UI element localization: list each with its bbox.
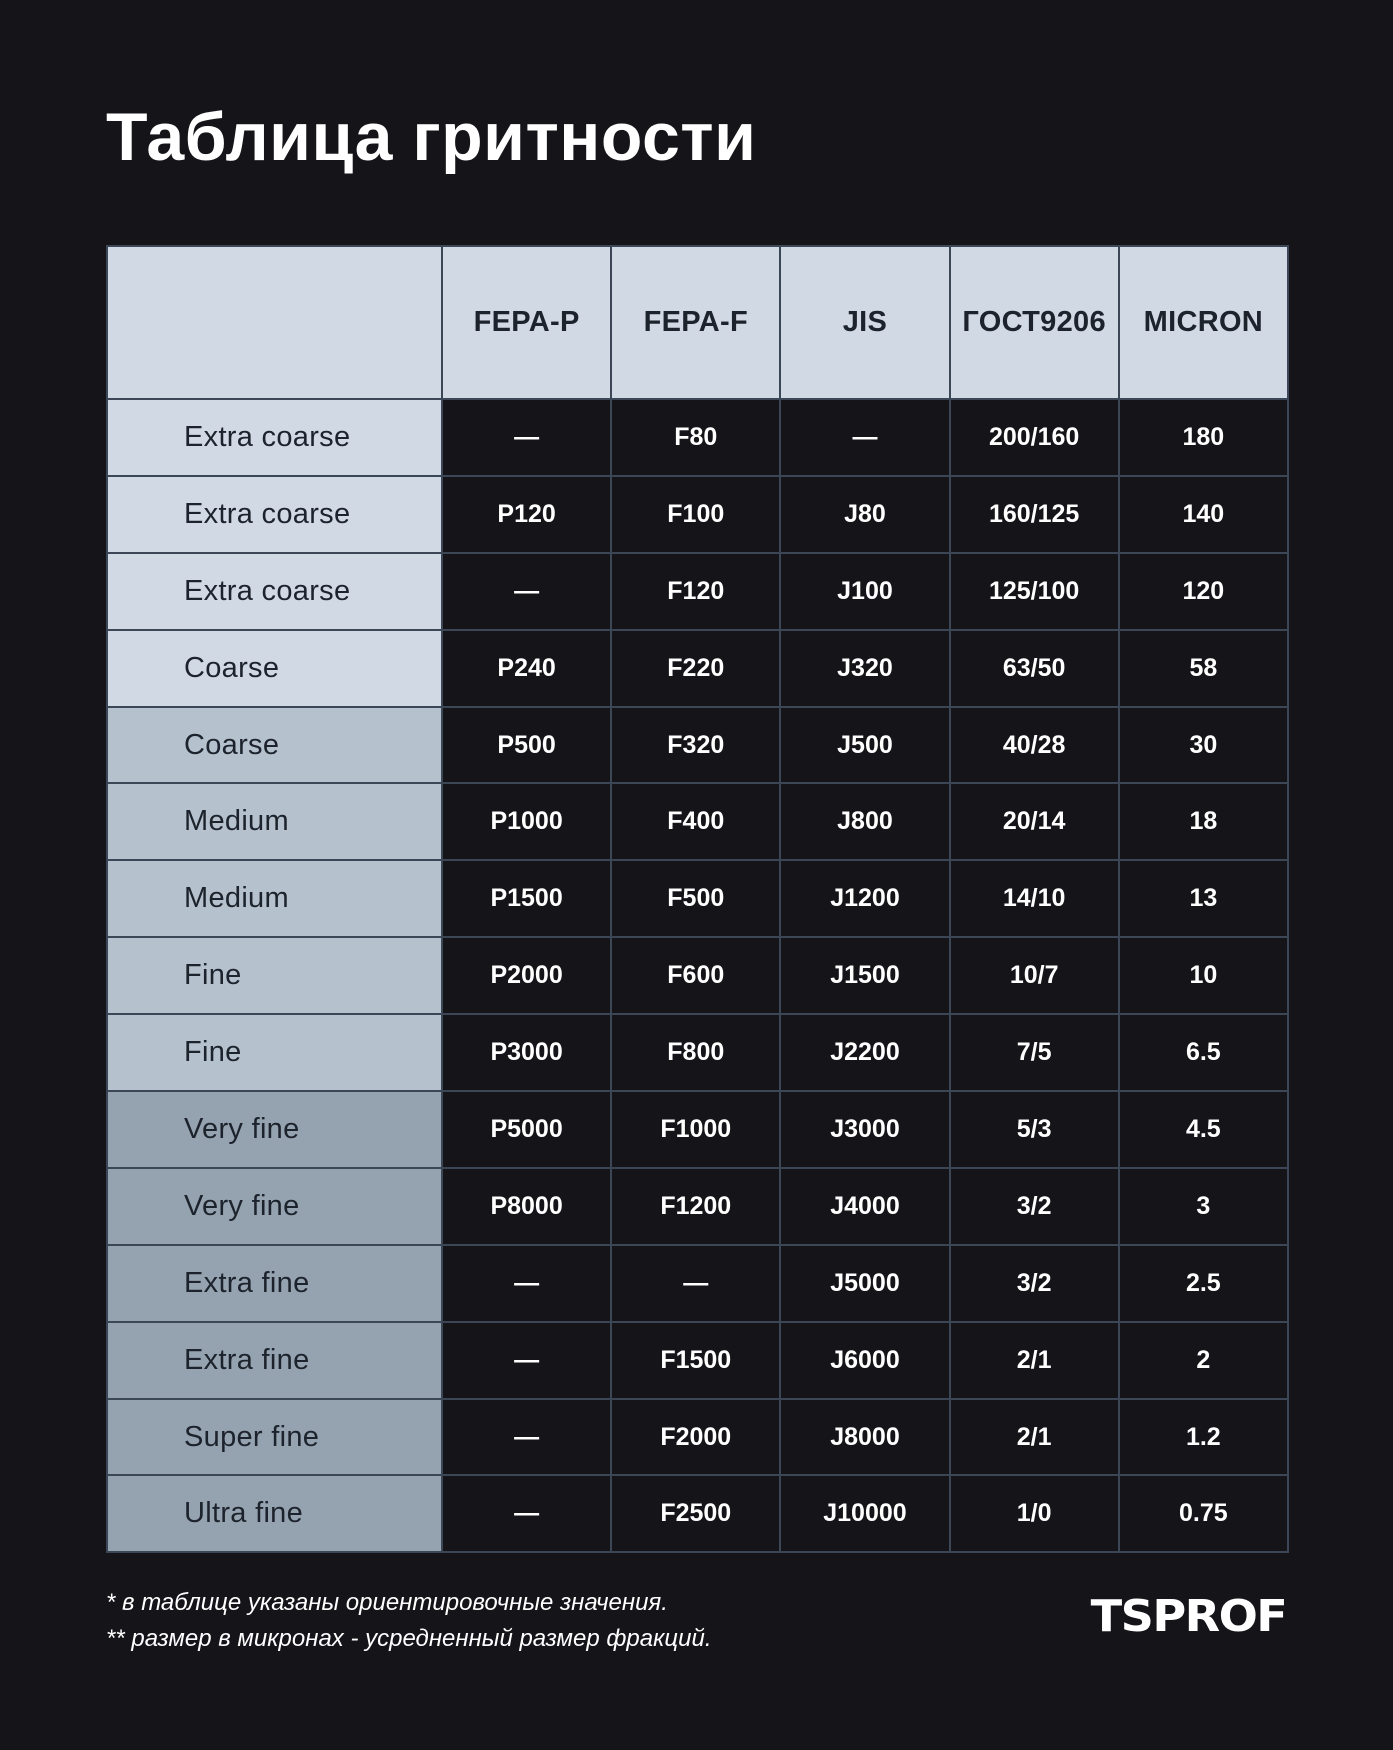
cell-micron: 30 — [1119, 707, 1288, 784]
cell-micron: 2 — [1119, 1322, 1288, 1399]
cell-fepa-f: F2500 — [611, 1475, 780, 1552]
cell-gost: 200/160 — [950, 399, 1119, 476]
cell-jis: J5000 — [780, 1245, 949, 1322]
table-row — [107, 1014, 1288, 1091]
cell-fepa-f: F320 — [611, 707, 780, 784]
cell-micron: 6.5 — [1119, 1014, 1288, 1091]
table-row — [107, 860, 1288, 937]
cell-fepa-p: P240 — [442, 630, 611, 707]
header-jis: JIS — [780, 246, 949, 399]
cell-fepa-f: F80 — [611, 399, 780, 476]
grit-table — [106, 245, 1289, 1553]
grade-label-cell: Fine — [107, 937, 442, 1014]
cell-micron: 1.2 — [1119, 1399, 1288, 1476]
cell-fepa-f: — — [611, 1245, 780, 1322]
cell-fepa-p: — — [442, 553, 611, 630]
cell-fepa-f: F600 — [611, 937, 780, 1014]
cell-gost: 40/28 — [950, 707, 1119, 784]
table-header — [107, 246, 1288, 399]
cell-fepa-f: F500 — [611, 860, 780, 937]
table-row — [107, 937, 1288, 1014]
cell-gost: 7/5 — [950, 1014, 1119, 1091]
grade-label-cell: Extra coarse — [107, 476, 442, 553]
cell-fepa-f: F1200 — [611, 1168, 780, 1245]
cell-fepa-f: F800 — [611, 1014, 780, 1091]
cell-gost: 63/50 — [950, 630, 1119, 707]
cell-jis: J3000 — [780, 1091, 949, 1168]
grade-label-cell: Very fine — [107, 1091, 442, 1168]
table-row — [107, 1245, 1288, 1322]
grade-label-cell: Extra fine — [107, 1245, 442, 1322]
footnote-approximate-values: * в таблице указаны ориентировочные значения. — [106, 1589, 668, 1616]
cell-jis: J800 — [780, 783, 949, 860]
cell-micron: 13 — [1119, 860, 1288, 937]
cell-jis: J1200 — [780, 860, 949, 937]
cell-fepa-p: P2000 — [442, 937, 611, 1014]
cell-jis: J500 — [780, 707, 949, 784]
cell-fepa-p: — — [442, 1322, 611, 1399]
cell-micron: 180 — [1119, 399, 1288, 476]
grade-label-cell: Coarse — [107, 707, 442, 784]
cell-jis: — — [780, 399, 949, 476]
cell-micron: 3 — [1119, 1168, 1288, 1245]
header-fepa-p: FEPA-P — [442, 246, 611, 399]
cell-micron: 58 — [1119, 630, 1288, 707]
header-micron: MICRON — [1119, 246, 1288, 399]
cell-micron: 140 — [1119, 476, 1288, 553]
grade-label-cell: Medium — [107, 860, 442, 937]
cell-gost: 1/0 — [950, 1475, 1119, 1552]
cell-fepa-p: P1500 — [442, 860, 611, 937]
table-row — [107, 553, 1288, 630]
cell-gost: 2/1 — [950, 1322, 1119, 1399]
cell-gost: 125/100 — [950, 553, 1119, 630]
cell-jis: J8000 — [780, 1399, 949, 1476]
grade-label-cell: Extra fine — [107, 1322, 442, 1399]
cell-micron: 18 — [1119, 783, 1288, 860]
cell-micron: 2.5 — [1119, 1245, 1288, 1322]
cell-fepa-p: P3000 — [442, 1014, 611, 1091]
cell-fepa-f: F400 — [611, 783, 780, 860]
grade-label-cell: Medium — [107, 783, 442, 860]
table-row — [107, 783, 1288, 860]
cell-gost: 20/14 — [950, 783, 1119, 860]
cell-jis: J2200 — [780, 1014, 949, 1091]
cell-gost: 2/1 — [950, 1399, 1119, 1476]
cell-micron: 0.75 — [1119, 1475, 1288, 1552]
grade-label-cell: Super fine — [107, 1399, 442, 1476]
brand-logo: TSPROF — [1090, 1591, 1286, 1642]
grade-label-cell: Coarse — [107, 630, 442, 707]
footnotes — [106, 1585, 712, 1657]
cell-gost: 10/7 — [950, 937, 1119, 1014]
table-row — [107, 476, 1288, 553]
grade-label-cell: Fine — [107, 1014, 442, 1091]
table-row — [107, 630, 1288, 707]
cell-gost: 160/125 — [950, 476, 1119, 553]
cell-fepa-f: F120 — [611, 553, 780, 630]
cell-fepa-p: — — [442, 1475, 611, 1552]
grade-label-cell: Ultra fine — [107, 1475, 442, 1552]
cell-fepa-p: P1000 — [442, 783, 611, 860]
cell-fepa-p: P120 — [442, 476, 611, 553]
table-row — [107, 707, 1288, 784]
cell-jis: J6000 — [780, 1322, 949, 1399]
cell-fepa-p: P500 — [442, 707, 611, 784]
cell-jis: J320 — [780, 630, 949, 707]
cell-micron: 120 — [1119, 553, 1288, 630]
table-row — [107, 399, 1288, 476]
cell-micron: 4.5 — [1119, 1091, 1288, 1168]
cell-gost: 3/2 — [950, 1168, 1119, 1245]
table-row — [107, 1475, 1288, 1552]
cell-jis: J100 — [780, 553, 949, 630]
page-title: Таблица гритности — [106, 99, 757, 175]
grade-label-cell: Very fine — [107, 1168, 442, 1245]
cell-jis: J4000 — [780, 1168, 949, 1245]
cell-jis: J10000 — [780, 1475, 949, 1552]
cell-fepa-p: P5000 — [442, 1091, 611, 1168]
cell-fepa-f: F2000 — [611, 1399, 780, 1476]
table-row — [107, 1399, 1288, 1476]
header-row — [107, 246, 1288, 399]
cell-fepa-p: P8000 — [442, 1168, 611, 1245]
cell-fepa-f: F1000 — [611, 1091, 780, 1168]
header-corner-cell — [107, 246, 442, 399]
cell-fepa-f: F100 — [611, 476, 780, 553]
grade-label-cell: Extra coarse — [107, 553, 442, 630]
header-gost: ГОСТ9206 — [950, 246, 1119, 399]
cell-fepa-p: — — [442, 399, 611, 476]
header-fepa-f: FEPA-F — [611, 246, 780, 399]
grade-label-cell: Extra coarse — [107, 399, 442, 476]
table-body — [107, 399, 1288, 1552]
cell-gost: 14/10 — [950, 860, 1119, 937]
table-row — [107, 1168, 1288, 1245]
cell-gost: 3/2 — [950, 1245, 1119, 1322]
cell-micron: 10 — [1119, 937, 1288, 1014]
cell-fepa-f: F1500 — [611, 1322, 780, 1399]
cell-fepa-f: F220 — [611, 630, 780, 707]
cell-jis: J80 — [780, 476, 949, 553]
cell-fepa-p: — — [442, 1245, 611, 1322]
table-row — [107, 1091, 1288, 1168]
cell-jis: J1500 — [780, 937, 949, 1014]
table-row — [107, 1322, 1288, 1399]
cell-gost: 5/3 — [950, 1091, 1119, 1168]
cell-fepa-p: — — [442, 1399, 611, 1476]
footnote-micron-size: ** размер в микронах - усредненный размер фракций. — [106, 1625, 712, 1652]
